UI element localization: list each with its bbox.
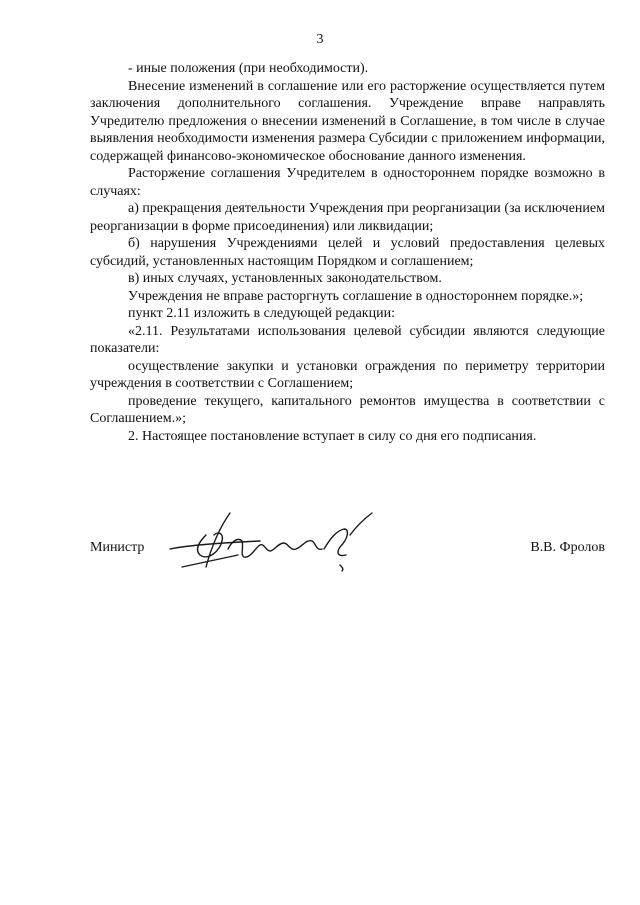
paragraph: 2. Настоящее постановление вступает в силу со дня его подписания. <box>128 428 537 444</box>
paragraph: - иные положения (при необходимости). <box>128 61 369 76</box>
page-number: 3 <box>316 32 324 47</box>
signature-block <box>90 505 605 575</box>
signatory-role: Министр <box>90 540 145 555</box>
paragraph: а) прекращения деятельности Учреждения при реорганизации (за исключением реорганизации в форме присоединения) или ликвидации; <box>90 201 605 234</box>
paragraph: проведение текущего, капитального ремонтов имущества в соответствии с Соглашением.»; <box>90 393 605 426</box>
document-body <box>90 60 605 445</box>
paragraph: Расторжение соглашения Учредителем в одностороннем порядке возможно в случаях: <box>90 166 605 199</box>
paragraph: «2.11. Результатами использования целевой субсидии являются следующие показатели: <box>90 323 605 356</box>
paragraph: осуществление закупки и установки ограждения по периметру территории учреждения в соответствии с Соглашением; <box>90 358 605 391</box>
signatory-name: В.В. Фролов <box>530 540 605 555</box>
paragraph: пункт 2.11 изложить в следующей редакции: <box>128 306 395 321</box>
paragraph: б) нарушения Учреждениями целей и условий предоставления целевых субсидий, установленных настоящим Порядком и соглашением; <box>90 236 605 269</box>
paragraph: Учреждения не вправе расторгнуть соглашение в одностороннем порядке.»; <box>128 288 584 304</box>
paragraph: в) иных случаях, установленных законодательством. <box>128 271 442 286</box>
paragraph: Внесение изменений в соглашение или его расторжение осуществляется путем заключения дополнительного соглашения. Учреждение вправе направлять Учредителю предложения о внесении изменений в Соглашение, в том числе в случае выявления необходимости изменения размера Субсидии с приложением информации, содержащей финансово-экономическое обоснование данного изменения. <box>90 78 605 164</box>
handwritten-signature <box>160 505 390 575</box>
